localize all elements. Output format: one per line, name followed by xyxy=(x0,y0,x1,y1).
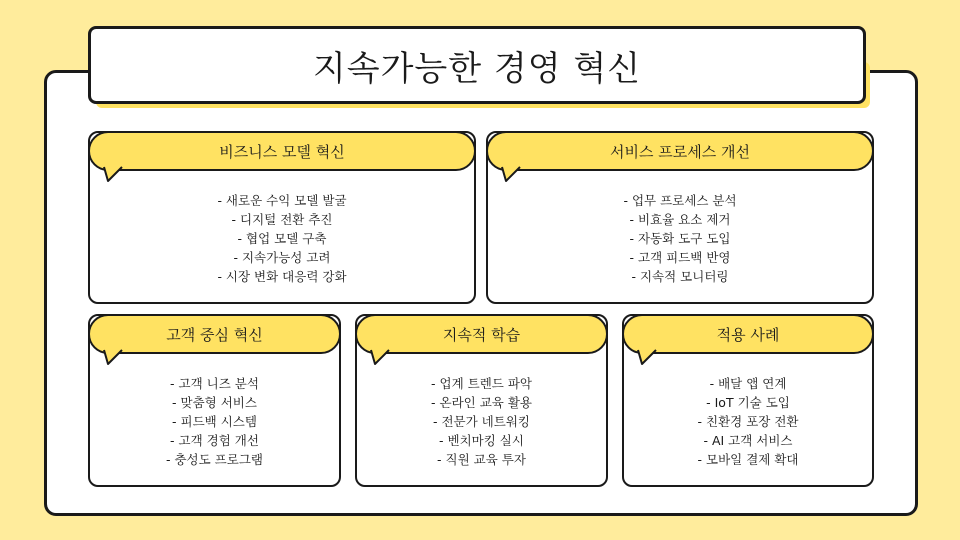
card-list xyxy=(488,191,872,286)
card-heading: 고객 중심 혁신 xyxy=(88,314,341,354)
list-item: - IoT 기술 도입 xyxy=(706,395,790,410)
list-item: - AI 고객 서비스 xyxy=(703,433,793,448)
list-item: - 새로운 수익 모델 발굴 xyxy=(217,193,347,208)
list-item: - 지속가능성 고려 xyxy=(233,250,331,265)
list-item: - 지속적 모니터링 xyxy=(631,269,729,284)
card-heading: 비즈니스 모델 혁신 xyxy=(88,131,476,171)
card-continuous-learning xyxy=(355,314,608,487)
page-title: 지속가능한 경영 혁신 xyxy=(312,48,642,89)
list-item: - 디지털 전환 추진 xyxy=(231,212,333,227)
list-item: - 비효율 요소 제거 xyxy=(629,212,731,227)
card-business-model xyxy=(88,131,476,304)
list-item: - 업계 트렌드 파악 xyxy=(431,376,532,391)
list-item: - 고객 니즈 분석 xyxy=(170,376,259,391)
card-list xyxy=(624,374,872,469)
list-item: - 온라인 교육 활용 xyxy=(431,395,532,410)
card-heading: 지속적 학습 xyxy=(355,314,608,354)
card-service-process xyxy=(486,131,874,304)
card-heading: 적용 사례 xyxy=(622,314,874,354)
list-item: - 피드백 시스템 xyxy=(172,414,257,429)
list-item: - 벤치마킹 실시 xyxy=(439,433,524,448)
list-item: - 친환경 포장 전환 xyxy=(697,414,799,429)
list-item: - 충성도 프로그램 xyxy=(166,452,263,467)
list-item: - 맞춤형 서비스 xyxy=(172,395,257,410)
card-list xyxy=(90,374,339,469)
list-item: - 협업 모델 구축 xyxy=(237,231,327,246)
list-item: - 직원 교육 투자 xyxy=(437,452,526,467)
card-list xyxy=(357,374,606,469)
list-item: - 고객 피드백 반영 xyxy=(629,250,731,265)
card-use-cases xyxy=(622,314,874,487)
list-item: - 고객 경험 개선 xyxy=(170,433,259,448)
list-item: - 배달 앱 연계 xyxy=(709,376,787,391)
card-heading: 서비스 프로세스 개선 xyxy=(486,131,874,171)
list-item: - 업무 프로세스 분석 xyxy=(623,193,737,208)
card-list xyxy=(90,191,474,286)
list-item: - 전문가 네트워킹 xyxy=(433,414,530,429)
list-item: - 시장 변화 대응력 강화 xyxy=(217,269,347,284)
list-item: - 자동화 도구 도입 xyxy=(629,231,731,246)
title-box xyxy=(88,26,866,104)
list-item: - 모바일 결제 확대 xyxy=(697,452,799,467)
card-customer-centric xyxy=(88,314,341,487)
